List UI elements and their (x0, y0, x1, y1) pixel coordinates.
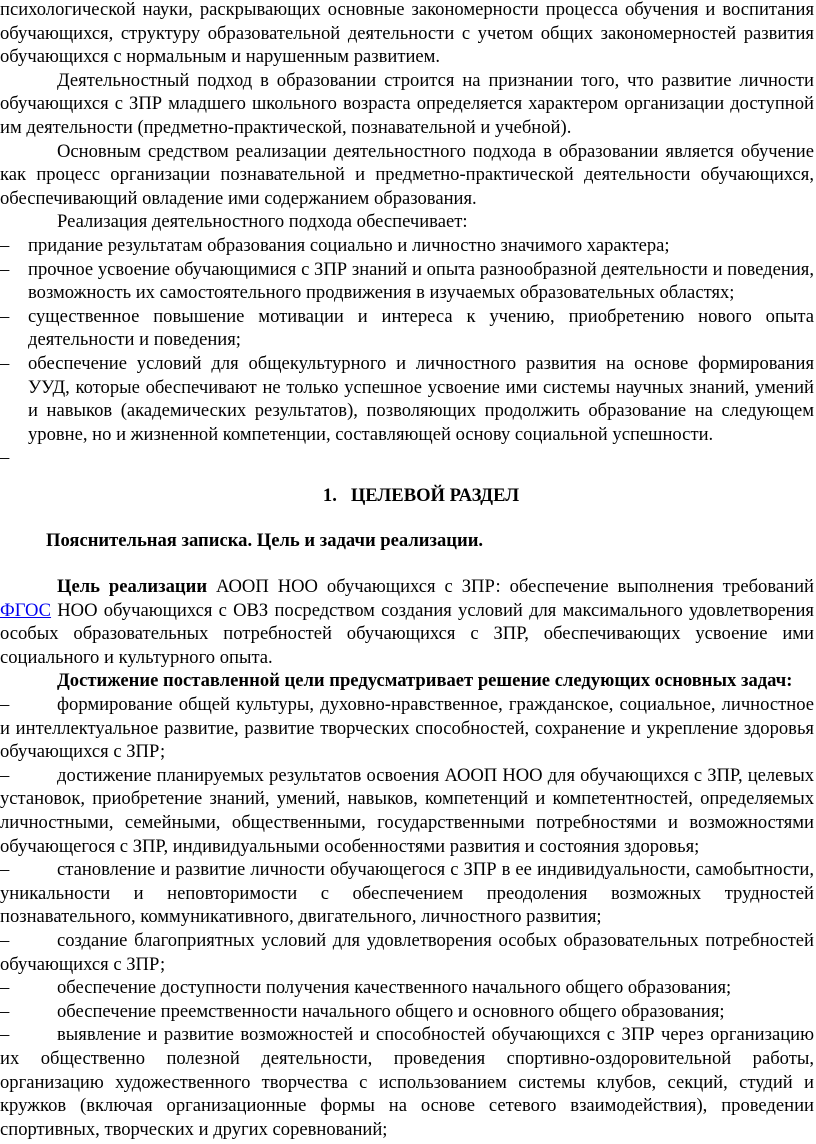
list-item-text: выявление и развитие возможностей и способностей обучающихся с ЗПР через организацию их общественно полезной деятельности, проведения спортивно-оздоровительной работы, организацию художественного творчества с использованием системы клубов, секций, студий и кружков (включая организационные формы на основе сетевого взаимодействия), проведении спортивных, творческих и других соревнований; (0, 1024, 814, 1140)
fgos-link[interactable]: ФГОС (0, 599, 52, 621)
section-title: ЦЕЛЕВОЙ РАЗДЕЛ (350, 484, 520, 506)
paragraph-activity-approach: Деятельностный подход в образовании строится на признании того, что развитие личности обучающихся с ЗПР младшего школьного возраста определяется характером организации доступной им деятельности (предметно-практической, познавательной и учебной). (0, 69, 814, 138)
dash-bullet: – (0, 929, 10, 951)
approach-list (0, 234, 816, 470)
tasks-heading: Достижение поставленной цели предусматривает решение следующих основных задач: (57, 670, 793, 692)
list-item (0, 693, 816, 764)
empty-list-item (0, 446, 816, 470)
list-item-text: становление и развитие личности обучающегося с ЗПР в ее индивидуальности, самобытности, уникальности и неповторимости с обеспечением преодоления возможных трудностей познавательного, коммуникативного, двигательного, личностного развития; (0, 859, 814, 928)
dash-bullet: – (0, 234, 10, 256)
list-item-text: прочное усвоение обучающимися с ЗПР знаний и опыта разнообразной деятельности и поведения, возможность их самостоятельного продвижения в изучаемых образовательных областях; (28, 258, 814, 304)
dash-bullet: – (0, 1000, 10, 1022)
list-item-text: обеспечение преемственности начального общего и основного общего образования; (57, 1000, 725, 1022)
section-heading (0, 484, 816, 508)
goal-text-before: АООП НОО обучающихся с ЗПР: обеспечение выполнения требований (207, 576, 814, 598)
paragraph-intro-continuation: психологической науки, раскрывающих основные закономерности процесса обучения и воспитания обучающихся, структуру образовательной деятельности с учетом общих закономерностей развития обучающихся с нормальным и нарушенным развитием. (0, 0, 814, 68)
list-item-text: существенное повышение мотивации и интереса к учению, приобретению нового опыта деятельности и поведения; (28, 305, 814, 351)
paragraph-approach-provides: Реализация деятельностного подхода обеспечивает: (57, 211, 468, 233)
list-item-text: достижение планируемых результатов освоения АООП НОО для обучающихся с ЗПР, целевых установок, приобретение знаний, умений, навыков, компетенций и компетентностей, определяемых личностными, семейными, общественными, государственными потребностями и возможностями обучающегося с ЗПР, индивидуальными особенностями развития и состояния здоровья; (0, 764, 814, 857)
dash-bullet: – (0, 859, 10, 881)
list-item (0, 1023, 816, 1141)
list-item (0, 258, 816, 305)
explanatory-note-heading: Пояснительная записка. Цель и задачи реализации. (46, 530, 484, 552)
dash-bullet: – (0, 977, 10, 999)
goal-label: Цель реализации (57, 576, 208, 598)
goal-text-after: НОО обучающихся с ОВЗ посредством создания условий для максимального удовлетворения особых образовательных потребностей обучающихся с ЗПР, обеспечивающих усвоение ими социального и культурного опыта. (0, 599, 814, 668)
dash-bullet: – (0, 305, 10, 327)
list-item-text: создание благоприятных условий для удовлетворения особых образовательных потребностей обучающихся с ЗПР; (0, 929, 814, 975)
list-item (0, 764, 816, 858)
list-item (0, 929, 816, 976)
tasks-list (0, 693, 816, 1141)
dash-bullet: – (0, 1024, 10, 1046)
dash-bullet: – (0, 764, 10, 786)
list-item (0, 858, 816, 929)
list-item-text: придание результатам образования социально и личностно значимого характера; (28, 234, 670, 256)
dash-bullet: – (0, 258, 10, 280)
list-item (0, 976, 816, 1000)
list-item (0, 234, 816, 258)
dash-bullet: – (0, 447, 10, 469)
list-item-text: обеспечение условий для общекультурного и личностного развития на основе формирования УУД, которые обеспечивают не только успешное усвоение ими системы научных знаний, умений и навыков (академических результатов), позволяющих продолжить образование на следующем уровне, но и жизненной компетенции, составляющей основу социальной успешности. (28, 352, 814, 445)
paragraph-goal (0, 575, 816, 669)
dash-bullet: – (0, 352, 10, 374)
list-item-text: формирование общей культуры, духовно-нравственное, гражданское, социальное, личностное и интеллектуальное развитие, развитие творческих способностей, сохранение и укрепление здоровья обучающихся с ЗПР; (0, 694, 814, 763)
paragraph-main-means: Основным средством реализации деятельностного подхода в образовании является обучение как процесс организации познавательной и предметно-практической деятельности обучающихся, обеспечивающий овладение ими содержанием образования. (0, 140, 814, 209)
section-number: 1. (322, 484, 337, 506)
dash-bullet: – (0, 694, 10, 716)
list-item (0, 352, 816, 446)
list-item (0, 305, 816, 352)
list-item (0, 1000, 816, 1024)
list-item-text: обеспечение доступности получения качественного начального общего образования; (57, 977, 732, 999)
